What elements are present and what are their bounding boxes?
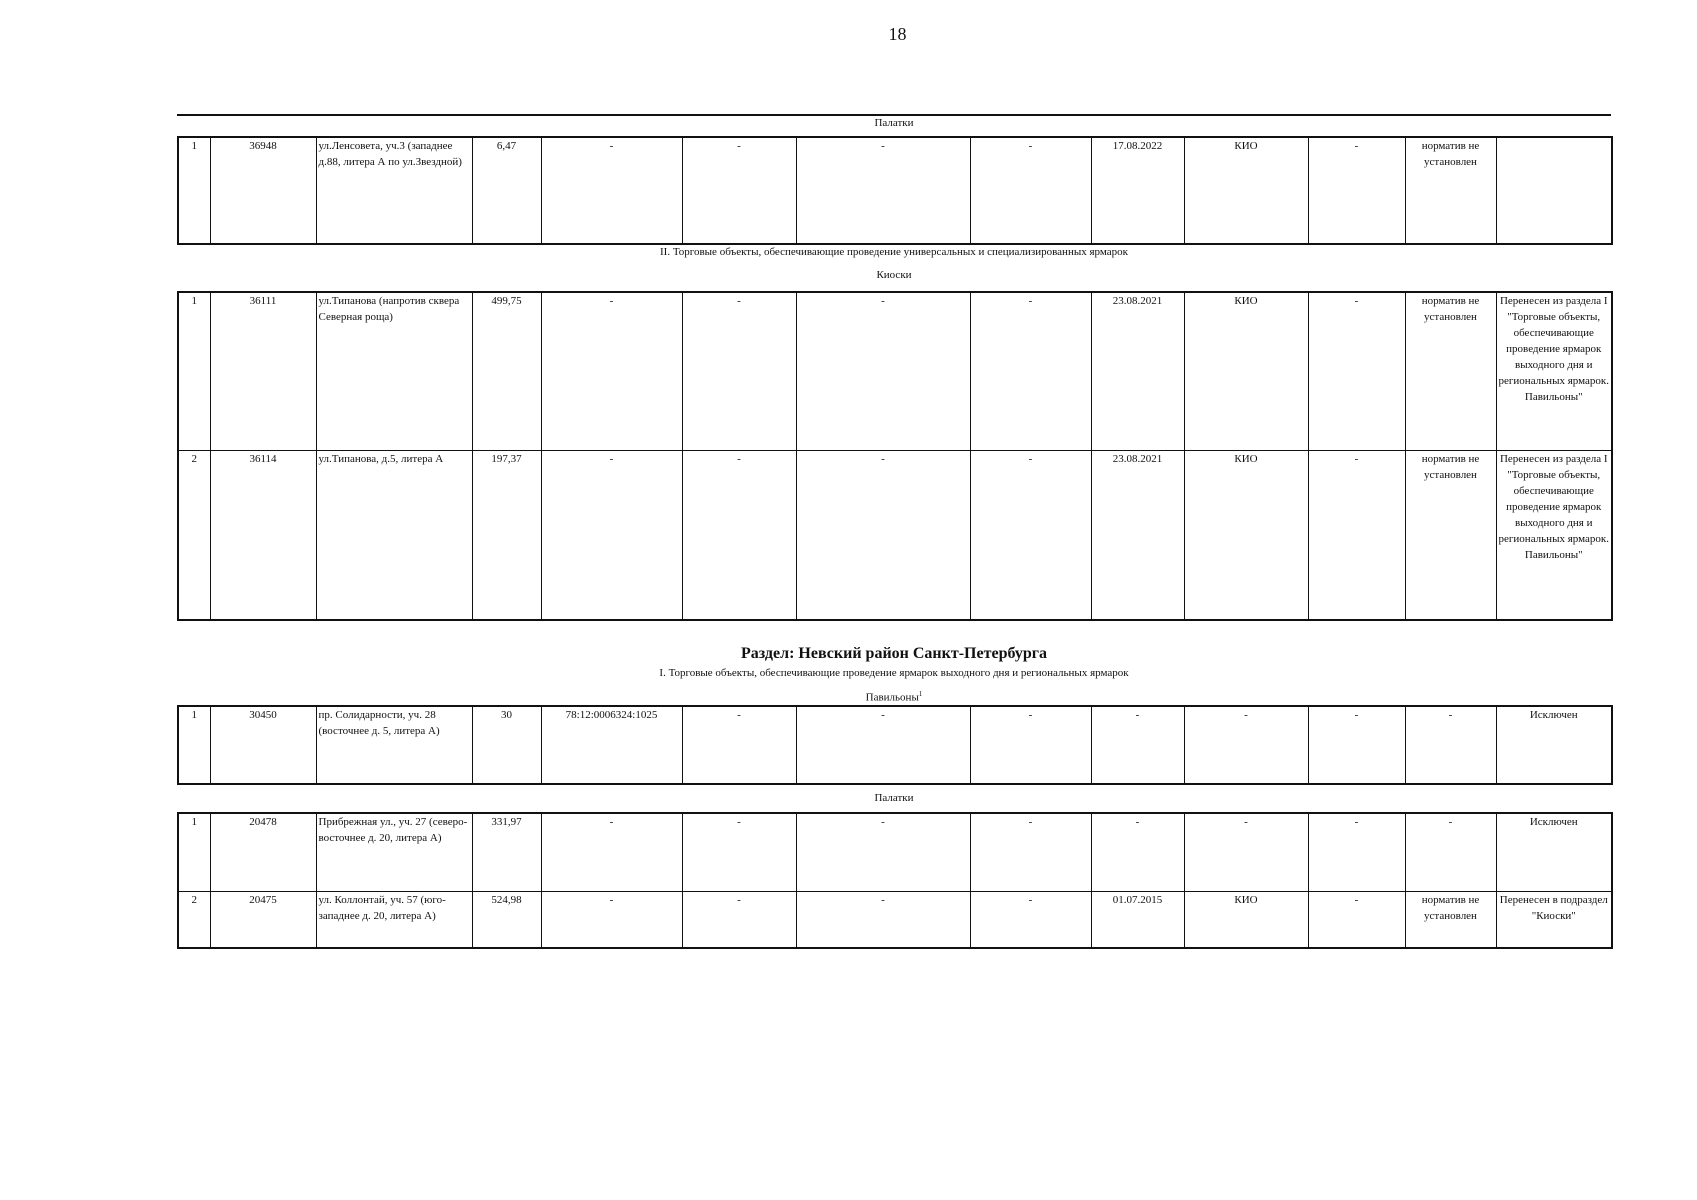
district-title: Раздел: Невский район Санкт-Петербурга (740, 645, 1048, 662)
objects-table (177, 812, 1613, 949)
col-note: Перенесен из раздела I "Торговые объекты, обеспечивающие проведение ярмарок выходного дня и региональных ярмарок. Павильоны" (1496, 292, 1612, 450)
col-date: 17.08.2022 (1091, 137, 1184, 244)
col-num: 1 (178, 813, 210, 891)
col-c11: - (1308, 450, 1405, 620)
col-area: 30 (472, 706, 541, 784)
col-c8: - (970, 891, 1091, 948)
col-c7: - (796, 891, 970, 948)
subsection-title: Палатки (874, 792, 914, 804)
col-date: 01.07.2015 (1091, 891, 1184, 948)
col-cadastral: - (541, 813, 682, 891)
col-org: КИО (1184, 450, 1308, 620)
col-address: ул.Типанова (напротив сквера Северная роща) (316, 292, 472, 450)
col-cadastral: 78:12:0006324:1025 (541, 706, 682, 784)
objects-table (177, 291, 1613, 621)
subsection-title-text: Павильоны (865, 691, 919, 704)
col-c6: - (682, 137, 796, 244)
col-c8: - (970, 450, 1091, 620)
col-num: 1 (178, 706, 210, 784)
col-area: 331,97 (472, 813, 541, 891)
col-c8: - (970, 292, 1091, 450)
col-id: 36111 (210, 292, 316, 450)
col-c8: - (970, 137, 1091, 244)
section-heading: I. Торговые объекты, обеспечивающие проведение ярмарок выходного дня и региональных ярмарок (659, 667, 1129, 679)
col-cadastral: - (541, 137, 682, 244)
col-c6: - (682, 813, 796, 891)
col-org: КИО (1184, 137, 1308, 244)
subsection-title: Палатки (874, 117, 914, 129)
top-rule (177, 114, 1611, 116)
col-norm: норматив не установлен (1405, 137, 1496, 244)
col-c8: - (970, 706, 1091, 784)
col-c11: - (1308, 292, 1405, 450)
col-c11: - (1308, 891, 1405, 948)
col-note (1496, 137, 1612, 244)
col-area: 197,37 (472, 450, 541, 620)
col-date: 23.08.2021 (1091, 292, 1184, 450)
col-c7: - (796, 450, 970, 620)
col-address: Прибрежная ул., уч. 27 (северо-восточнее д. 20, литера А) (316, 813, 472, 891)
objects-table (177, 136, 1613, 245)
col-c6: - (682, 706, 796, 784)
col-norm: норматив не установлен (1405, 450, 1496, 620)
col-id: 20478 (210, 813, 316, 891)
col-c6: - (682, 450, 796, 620)
page-number: 18 (888, 24, 907, 44)
col-c11: - (1308, 813, 1405, 891)
table-row (178, 813, 1612, 891)
table-row (178, 137, 1612, 244)
col-c11: - (1308, 137, 1405, 244)
col-cadastral: - (541, 292, 682, 450)
col-note: Перенесен в подраздел "Киоски" (1496, 891, 1612, 948)
col-note: Перенесен из раздела I "Торговые объекты, обеспечивающие проведение ярмарок выходного дня и региональных ярмарок. Павильоны" (1496, 450, 1612, 620)
col-norm: норматив не установлен (1405, 292, 1496, 450)
col-num: 1 (178, 292, 210, 450)
table-row (178, 292, 1612, 450)
table-row (178, 706, 1612, 784)
col-area: 524,98 (472, 891, 541, 948)
col-cadastral: - (541, 891, 682, 948)
col-c6: - (682, 292, 796, 450)
col-num: 1 (178, 137, 210, 244)
subsection-title: Киоски (876, 269, 912, 281)
col-id: 36114 (210, 450, 316, 620)
col-c7: - (796, 813, 970, 891)
col-org: КИО (1184, 891, 1308, 948)
col-date: - (1091, 706, 1184, 784)
col-norm: - (1405, 813, 1496, 891)
col-norm: норматив не установлен (1405, 891, 1496, 948)
subsection-title (177, 688, 1611, 705)
col-area: 499,75 (472, 292, 541, 450)
col-c6: - (682, 891, 796, 948)
col-id: 20475 (210, 891, 316, 948)
col-area: 6,47 (472, 137, 541, 244)
col-date: - (1091, 813, 1184, 891)
col-org: КИО (1184, 292, 1308, 450)
col-address: ул. Коллонтай, уч. 57 (юго-западнее д. 20, литера А) (316, 891, 472, 948)
col-id: 30450 (210, 706, 316, 784)
col-date: 23.08.2021 (1091, 450, 1184, 620)
col-c7: - (796, 137, 970, 244)
col-org: - (1184, 706, 1308, 784)
col-num: 2 (178, 891, 210, 948)
col-address: пр. Солидарности, уч. 28 (восточнее д. 5, литера А) (316, 706, 472, 784)
objects-table (177, 705, 1613, 785)
col-org: - (1184, 813, 1308, 891)
col-cadastral: - (541, 450, 682, 620)
col-num: 2 (178, 450, 210, 620)
col-address: ул.Типанова, д.5, литера А (316, 450, 472, 620)
col-norm: - (1405, 706, 1496, 784)
footnote-mark: 1 (918, 690, 923, 698)
col-id: 36948 (210, 137, 316, 244)
col-c7: - (796, 706, 970, 784)
table-row (178, 450, 1612, 620)
col-c11: - (1308, 706, 1405, 784)
col-address: ул.Ленсовета, уч.3 (западнее д.88, литера А по ул.Звездной) (316, 137, 472, 244)
col-c8: - (970, 813, 1091, 891)
col-note: Исключен (1496, 706, 1612, 784)
col-note: Исключен (1496, 813, 1612, 891)
col-c7: - (796, 292, 970, 450)
table-row (178, 891, 1612, 948)
section-heading: II. Торговые объекты, обеспечивающие проведение универсальных и специализированных ярмарок (660, 246, 1128, 258)
